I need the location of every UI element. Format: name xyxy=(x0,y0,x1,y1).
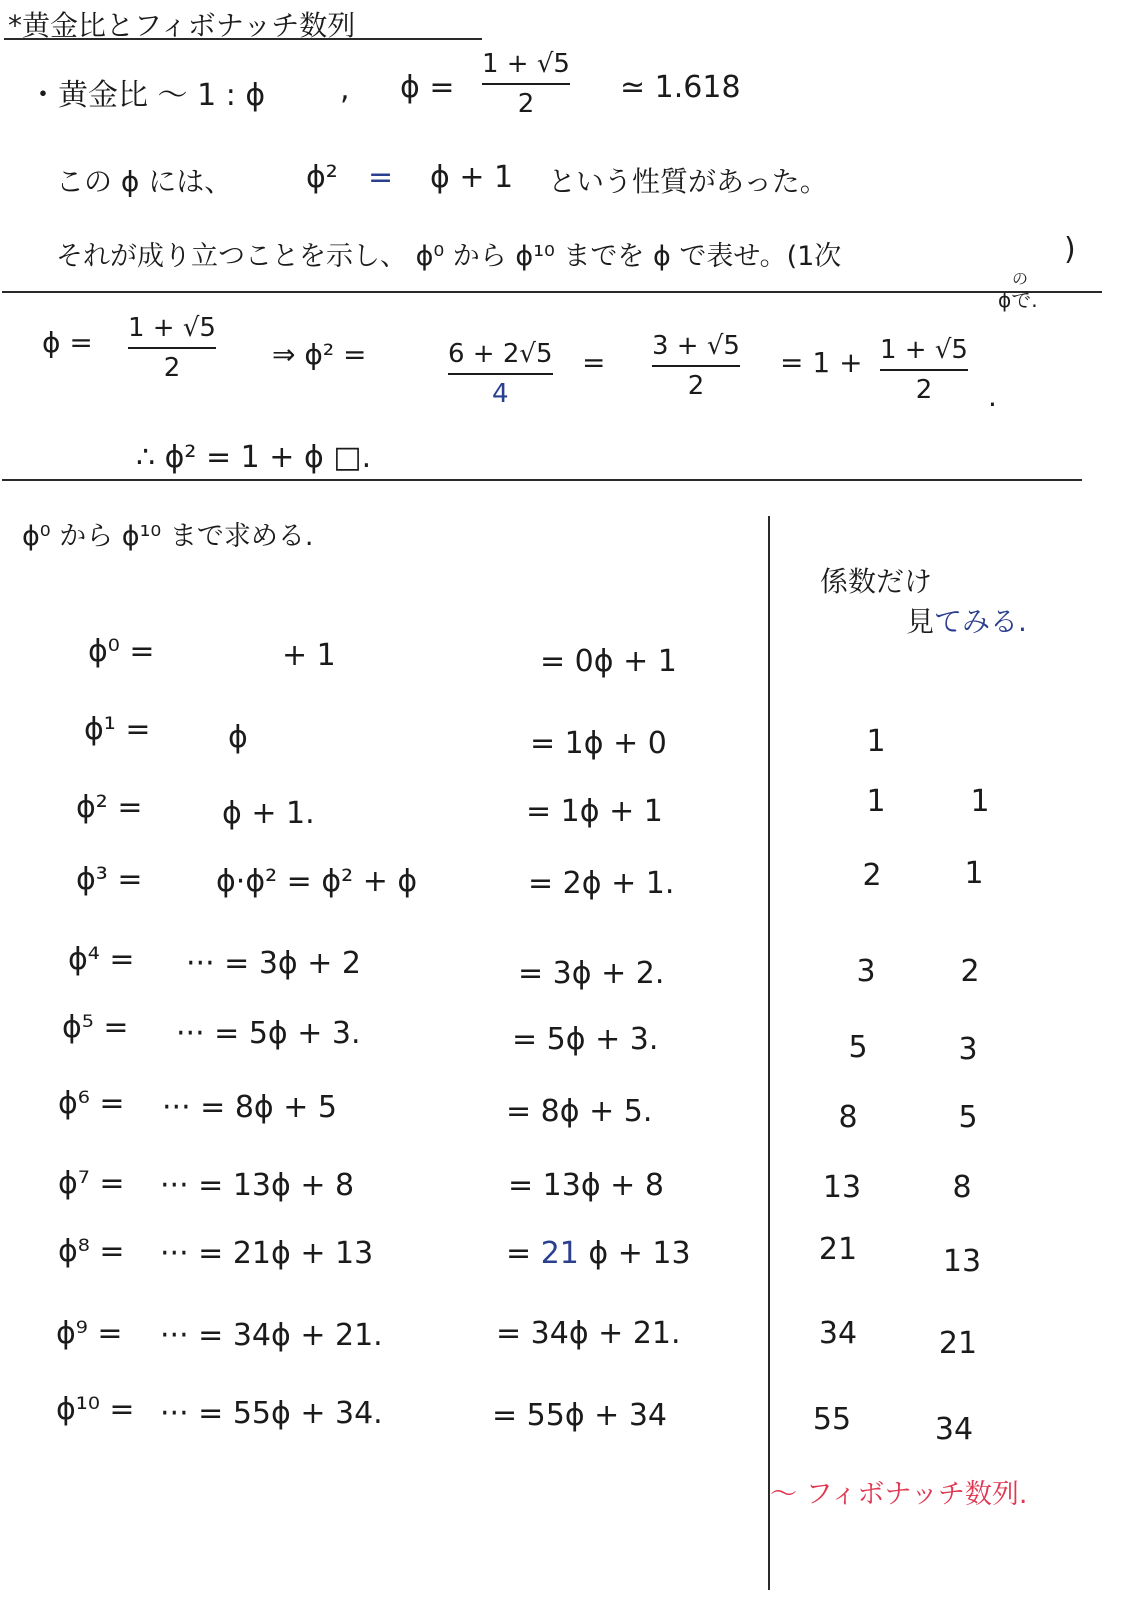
section-divider-1 xyxy=(2,291,1102,293)
fraction-bar xyxy=(128,347,216,349)
proof-eq-3: = 1 + xyxy=(780,346,863,379)
proof-conclusion: ∴ ϕ² = 1 + ϕ □. xyxy=(136,440,372,475)
proof-period: . xyxy=(988,380,997,413)
row-6-coef-1: 8 xyxy=(838,1100,858,1135)
row-8-coef-1: 21 xyxy=(818,1232,858,1267)
frac4-numerator: 1 + √5 xyxy=(880,335,968,365)
row-7-coef-2: 8 xyxy=(952,1170,972,1205)
row-8-mid: ··· = 21ϕ + 13 xyxy=(160,1236,374,1271)
coef-heading-1: 係数だけ xyxy=(820,565,933,598)
row-5-mid: ··· = 5ϕ + 3. xyxy=(176,1016,361,1051)
frac3-denominator: 2 xyxy=(687,371,705,401)
row-4-coef-2: 2 xyxy=(960,954,980,989)
row-6-lhs: ϕ⁶ = xyxy=(58,1086,125,1121)
phi-def-denominator: 2 xyxy=(517,89,535,119)
proof-implies: ⇒ ϕ² = xyxy=(272,338,367,371)
row-9-lhs: ϕ⁹ = xyxy=(56,1316,123,1351)
row-7-coef-1: 13 xyxy=(822,1170,862,1205)
row-9-mid: ··· = 34ϕ + 21. xyxy=(160,1318,383,1353)
coef-heading-te: てみる. xyxy=(934,605,1027,638)
row-8-rhs xyxy=(506,1236,691,1271)
row-7-lhs: ϕ⁷ = xyxy=(58,1166,125,1201)
task-note-no: の xyxy=(1012,269,1029,288)
row-7-mid: ··· = 13ϕ + 8 xyxy=(160,1168,355,1203)
fraction-bar xyxy=(652,365,740,367)
row-2-lhs: ϕ² = xyxy=(76,790,143,825)
property-lhs: ϕ² xyxy=(306,160,338,195)
row-6-mid: ··· = 8ϕ + 5 xyxy=(162,1090,337,1125)
proof-fraction-4 xyxy=(880,334,968,406)
row-6-coef-2: 5 xyxy=(958,1100,978,1135)
row-8-rhs-eq: = xyxy=(506,1236,532,1271)
row-10-coef-1: 55 xyxy=(812,1402,852,1437)
row-8-lhs: ϕ⁸ = xyxy=(58,1234,125,1269)
row-0-rhs: = 0ϕ + 1 xyxy=(540,644,677,679)
proof-fraction-3 xyxy=(652,330,740,402)
fraction-bar xyxy=(482,83,570,85)
row-5-coef-1: 5 xyxy=(848,1030,868,1065)
row-4-rhs: = 3ϕ + 2. xyxy=(518,956,665,991)
phi-def-lhs: ϕ = xyxy=(400,70,455,105)
row-2-coef-1: 1 xyxy=(866,784,886,819)
frac2-numerator: 6 + 2√5 xyxy=(448,339,553,369)
row-0-mid: + 1 xyxy=(282,638,336,673)
proof-eq-2: = xyxy=(582,346,606,379)
row-10-rhs: = 55ϕ + 34 xyxy=(492,1398,668,1433)
frac1-numerator: 1 + √5 xyxy=(128,313,216,343)
row-9-coef-2: 21 xyxy=(938,1326,978,1361)
row-3-rhs: = 2ϕ + 1. xyxy=(528,866,675,901)
property-text-a: この ϕ には、 xyxy=(56,165,233,198)
row-5-lhs: ϕ⁵ = xyxy=(62,1010,129,1045)
frac2-denominator: 4 xyxy=(491,379,509,409)
row-10-coef-2: 34 xyxy=(934,1412,974,1447)
coef-heading-2 xyxy=(906,600,1027,640)
frac3-numerator: 3 + √5 xyxy=(652,331,740,361)
proof-fraction-1 xyxy=(128,312,216,384)
proof-fraction-2 xyxy=(448,338,553,410)
approx-value: ≃ 1.618 xyxy=(620,70,741,105)
task-text: それが成り立つことを示し、 ϕ⁰ から ϕ¹⁰ までを ϕ で表せ。(1次 xyxy=(56,241,842,272)
row-8-rhs-21: 21 xyxy=(540,1236,579,1271)
row-2-rhs: = 1ϕ + 1 xyxy=(526,794,663,829)
row-1-coef-1: 1 xyxy=(866,724,886,759)
property-text-b: という性質があった。 xyxy=(548,165,828,198)
proof-phi: ϕ = xyxy=(42,326,93,359)
property-eq: = xyxy=(368,160,394,195)
row-10-lhs: ϕ¹⁰ = xyxy=(56,1392,135,1427)
row-2-mid: ϕ + 1. xyxy=(222,796,315,831)
row-5-rhs: = 5ϕ + 3. xyxy=(512,1022,659,1057)
row-1-rhs: = 1ϕ + 0 xyxy=(530,726,667,761)
row-8-coef-2: 13 xyxy=(942,1244,982,1279)
row-4-coef-1: 3 xyxy=(856,954,876,989)
row-3-coef-2: 1 xyxy=(964,856,984,891)
row-2-coef-2: 1 xyxy=(970,784,990,819)
row-3-lhs: ϕ³ = xyxy=(76,862,143,897)
row-9-rhs: = 34ϕ + 21. xyxy=(496,1316,681,1351)
row-1-lhs: ϕ¹ = xyxy=(84,712,151,747)
row-5-coef-2: 3 xyxy=(958,1032,978,1067)
task-note-phi: ϕで. xyxy=(998,288,1038,312)
frac1-denominator: 2 xyxy=(163,353,181,383)
property-rhs: ϕ + 1 xyxy=(430,160,514,195)
frac4-denominator: 2 xyxy=(915,375,933,405)
row-3-mid: ϕ·ϕ² = ϕ² + ϕ xyxy=(216,864,418,899)
section-divider-2 xyxy=(2,479,1082,481)
phi-def-fraction xyxy=(482,48,570,120)
fraction-bar xyxy=(448,373,553,375)
comma: , xyxy=(340,72,350,107)
row-3-coef-1: 2 xyxy=(862,858,882,893)
row-7-rhs: = 13ϕ + 8 xyxy=(508,1168,664,1203)
row-9-coef-1: 34 xyxy=(818,1316,858,1351)
row-4-mid: ··· = 3ϕ + 2 xyxy=(186,946,361,981)
row-10-mid: ··· = 55ϕ + 34. xyxy=(160,1396,383,1431)
coef-heading-mi: 見 xyxy=(906,605,935,638)
task-close-paren: ) xyxy=(1064,232,1076,267)
fibonacci-note: 〜 フィボナッチ数列. xyxy=(770,1479,1028,1510)
fraction-bar xyxy=(880,369,968,371)
row-8-rhs-rest: ϕ + 13 xyxy=(588,1236,691,1271)
title-underline xyxy=(4,38,482,40)
golden-ratio-label: ・黄金比 〜 1 : ϕ xyxy=(28,78,266,113)
column-divider xyxy=(768,516,770,1590)
page-title: *黄金比とフィボナッチ数列 xyxy=(8,9,356,42)
row-6-rhs: = 8ϕ + 5. xyxy=(506,1094,653,1129)
powers-heading: ϕ⁰ から ϕ¹⁰ まで求める. xyxy=(22,521,314,552)
row-1-mid: ϕ xyxy=(228,720,248,755)
phi-def-numerator: 1 + √5 xyxy=(482,49,570,79)
row-0-lhs: ϕ⁰ = xyxy=(88,634,155,669)
row-4-lhs: ϕ⁴ = xyxy=(68,942,135,977)
